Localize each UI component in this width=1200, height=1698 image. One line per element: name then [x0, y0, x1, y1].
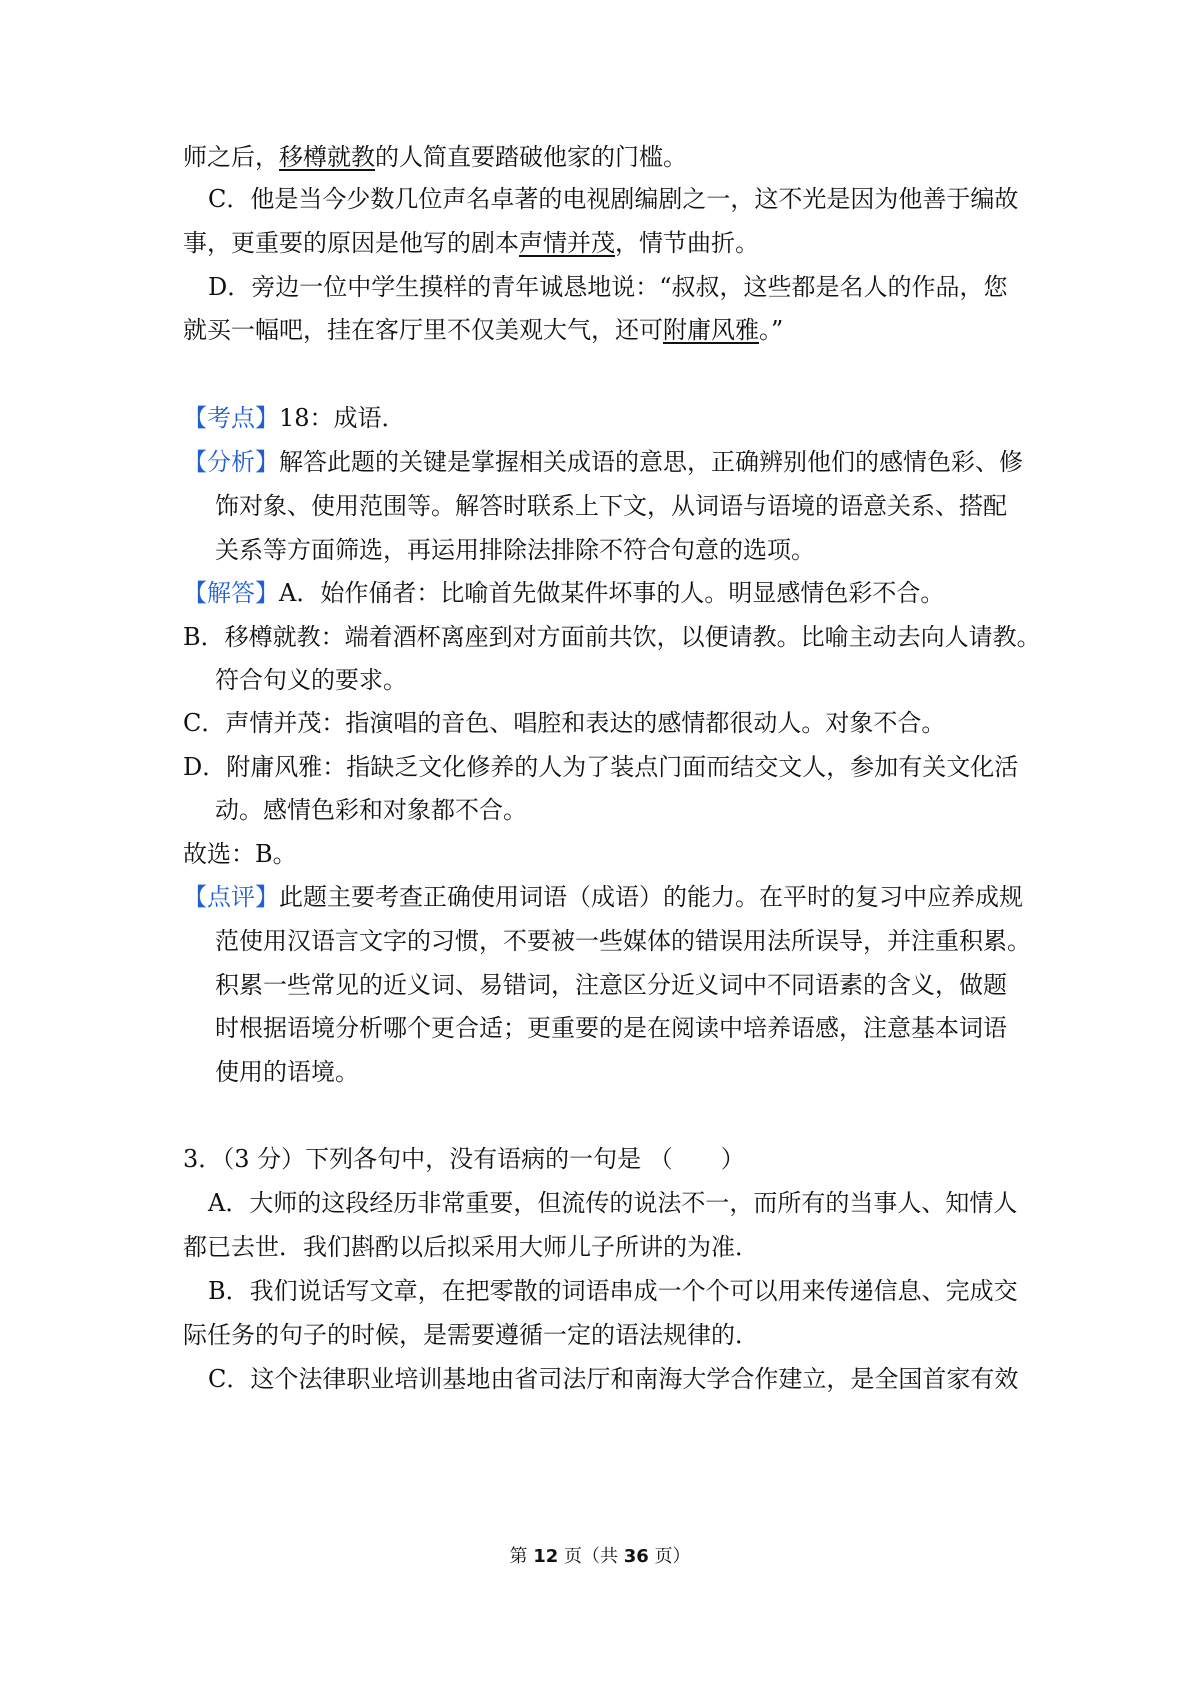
jieda-line-a — [183, 576, 1030, 612]
dianping-line3: 积累一些常见的近义词、易错词，注意区分近义词中不同语素的含义，做题 — [215, 971, 1007, 999]
dianping-line1 — [183, 880, 1030, 916]
question-3-stem: 3．（3 分）下列各句中，没有语病的一句是 （ ） — [183, 1145, 745, 1173]
jieda-line-d2: 动。感情色彩和对象都不合。 — [215, 796, 527, 824]
text-segment: 。” — [759, 316, 784, 344]
answer-line: 故选：B。 — [183, 840, 297, 868]
fenxi-text: 解答此题的关键是掌握相关成语的意思，正确辨别他们的感情色彩、修 — [279, 448, 1023, 476]
dianping-text: 此题主要考查正确使用词语（成语）的能力。在平时的复习中应养成规 — [279, 883, 1023, 911]
underlined-idiom: 附庸风雅 — [663, 316, 759, 344]
option-b-continuation — [183, 140, 1030, 176]
fenxi-line2: 饰对象、使用范围等。解答时联系上下文，从词语与语境的语意关系、搭配 — [215, 492, 1007, 520]
dianping-line4: 时根据语境分析哪个更合适；更重要的是在阅读中培养语感，注意基本词语 — [215, 1014, 1007, 1042]
fenxi-tag: 【分析】 — [183, 448, 279, 476]
dianping-tag: 【点评】 — [183, 883, 279, 911]
footer-text: 第 — [509, 1546, 534, 1567]
text-segment: ，情节曲折。 — [615, 229, 759, 257]
text-segment: 事，更重要的原因是他写的剧本 — [183, 229, 519, 257]
text-segment: 的人简直要踏破他家的门槛。 — [375, 143, 687, 171]
option-d-line1: D．旁边一位中学生摸样的青年诚恳地说：“叔叔，这些都是名人的作品，您 — [208, 273, 1008, 301]
option-c-line2 — [183, 226, 1030, 262]
jieda-line-c: C．声情并茂：指演唱的音色、唱腔和表达的感情都很动人。对象不合。 — [183, 709, 946, 737]
footer-text: 页（共 — [558, 1546, 624, 1567]
option-c-line1: C．他是当今少数几位声名卓著的电视剧编剧之一，这不光是因为他善于编故 — [208, 185, 1019, 213]
fenxi-line3: 关系等方面筛选，再运用排除法排除不符合句意的选项。 — [215, 536, 815, 564]
jieda-line-b2: 符合句义的要求。 — [215, 666, 407, 694]
kaodian-text: 18：成语． — [279, 404, 406, 432]
dianping-line5: 使用的语境。 — [215, 1058, 359, 1086]
page-footer — [0, 1544, 1200, 1570]
text-segment: 就买一幅吧，挂在客厅里不仅美观大气，还可 — [183, 316, 663, 344]
option-d-line2 — [183, 313, 1030, 349]
jieda-text: A．始作俑者：比喻首先做某件坏事的人。明显感情色彩不合。 — [279, 579, 945, 607]
jieda-line-d1: D．附庸风雅：指缺乏文化修养的人为了装点门面而结交文人，参加有关文化活 — [183, 753, 1019, 781]
footer-text: 页） — [648, 1546, 691, 1567]
fenxi-line1 — [183, 445, 1030, 481]
page-number: 12 — [533, 1546, 559, 1567]
dianping-line2: 范使用汉语言文字的习惯，不要被一些媒体的错误用法所误导，并注重积累。 — [215, 927, 1031, 955]
kaodian-tag: 【考点】 — [183, 404, 279, 432]
kaodian-line — [183, 401, 1030, 437]
q3-option-b-line1: B．我们说话写文章，在把零散的词语串成一个个可以用来传递信息、完成交 — [208, 1277, 1018, 1305]
q3-option-c-line1: C．这个法律职业培训基地由省司法厅和南海大学合作建立，是全国首家有效 — [208, 1365, 1019, 1393]
jieda-tag: 【解答】 — [183, 579, 279, 607]
underlined-idiom: 声情并茂 — [519, 229, 615, 257]
text-segment: 师之后， — [183, 143, 279, 171]
total-pages: 36 — [623, 1546, 649, 1567]
jieda-line-b1: B．移樽就教：端着酒杯离座到对方面前共饮，以便请教。比喻主动去向人请教。 — [183, 623, 1041, 651]
underlined-idiom: 移樽就教 — [279, 143, 375, 171]
q3-option-a-line1: A．大师的这段经历非常重要，但流传的说法不一，而所有的当事人、知情人 — [208, 1189, 1018, 1217]
q3-option-b-line2: 际任务的句子的时候，是需要遵循一定的语法规律的． — [183, 1321, 759, 1349]
q3-option-a-line2: 都已去世．我们斟酌以后拟采用大师儿子所讲的为准． — [183, 1233, 759, 1261]
